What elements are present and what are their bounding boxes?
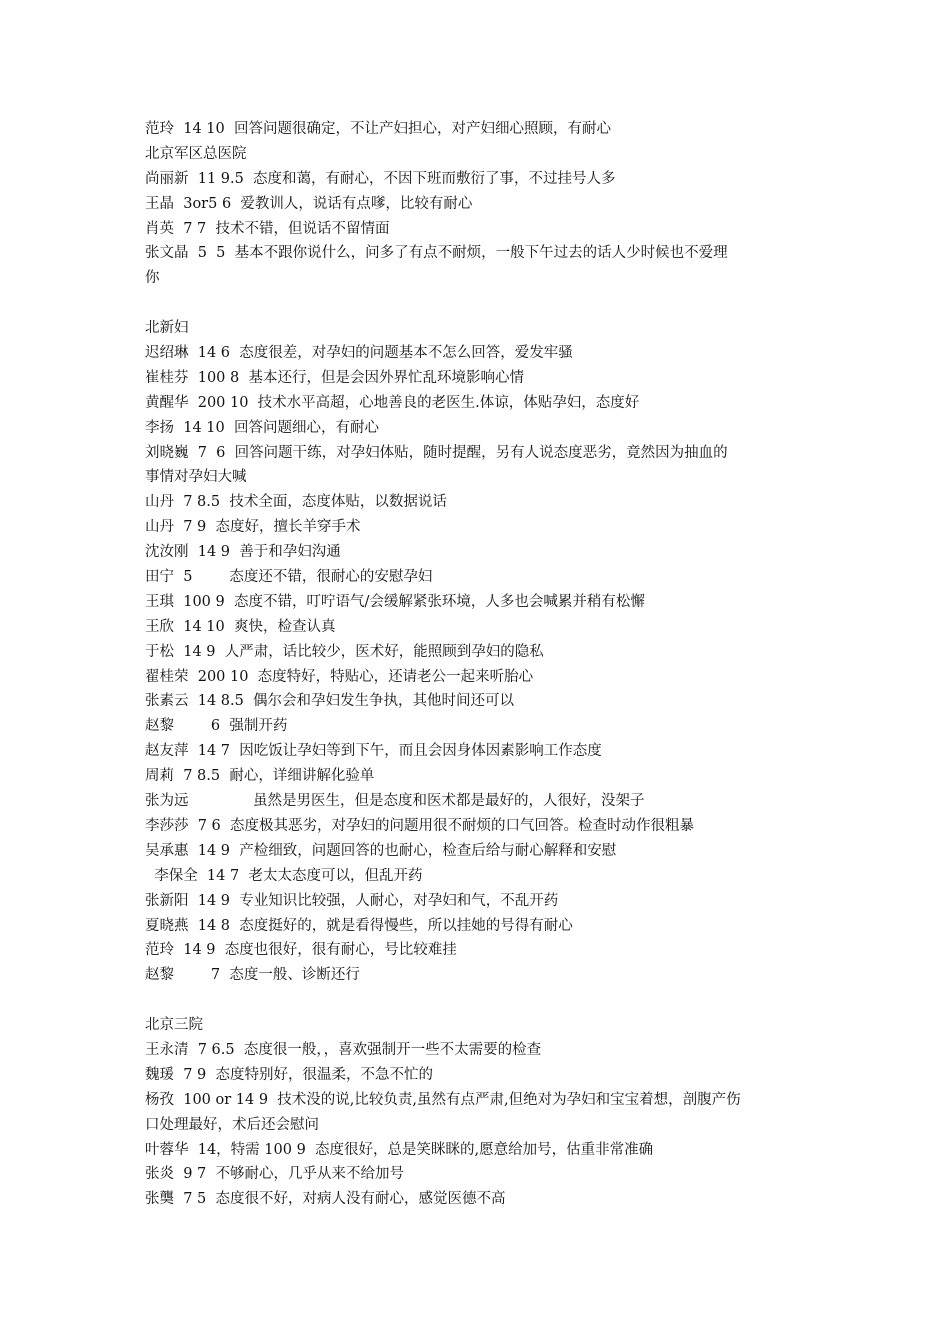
text-line: 李莎莎 7 6 态度极其恶劣，对孕妇的问题用很不耐烦的口气回答。检查时动作很粗暴 bbox=[145, 817, 694, 834]
text-line: 张文晶 5 5 基本不跟你说什么，问多了有点不耐烦，一般下午过去的话人少时候也不爱理 bbox=[145, 245, 728, 262]
text-line: 肖英 7 7 技术不错，但说话不留情面 bbox=[145, 220, 390, 237]
text-line: 你 bbox=[145, 270, 160, 287]
document-body bbox=[145, 117, 815, 1212]
text-line: 赵友萍 14 7 因吃饭让孕妇等到下午，而且会因身体因素影响工作态度 bbox=[145, 743, 602, 760]
text-line: 田宁 5 态度还不错，很耐心的安慰孕妇 bbox=[145, 569, 433, 586]
text-line: 崔桂芬 100 8 基本还行，但是会因外界忙乱环境影响心情 bbox=[145, 369, 524, 386]
text-line: 杨孜 100 or 14 9 技术没的说,比较负责,虽然有点严肃,但绝对为孕妇和宝宝着想，剖腹产伤 bbox=[145, 1091, 741, 1108]
text-line: 山丹 7 9 态度好，擅长羊穿手术 bbox=[145, 519, 361, 536]
text-line: 范玲 14 9 态度也很好，很有耐心，号比较难挂 bbox=[145, 942, 457, 959]
text-line: 沈汝刚 14 9 善于和孕妇沟通 bbox=[145, 544, 341, 561]
text-line: 范玲 14 10 回答问题很确定，不让产妇担心，对产妇细心照顾，有耐心 bbox=[145, 121, 611, 137]
text-line: 北新妇 bbox=[145, 320, 189, 337]
text-line: 于松 14 9 人严肃，话比较少，医术好，能照顾到孕妇的隐私 bbox=[145, 643, 544, 660]
text-line: 李扬 14 10 回答问题细心，有耐心 bbox=[145, 419, 379, 436]
section-block bbox=[145, 1013, 815, 1212]
text-line: 夏晓燕 14 8 态度挺好的，就是看得慢些，所以挂她的号得有耐心 bbox=[145, 917, 573, 934]
text-line: 张新阳 14 9 专业知识比较强，人耐心，对孕妇和气，不乱开药 bbox=[145, 892, 559, 909]
text-line: 叶蓉华 14，特需 100 9 态度很好，总是笑眯眯的,愿意给加号，估重非常准确 bbox=[145, 1141, 654, 1158]
text-line: 北京军区总医院 bbox=[145, 145, 247, 162]
text-line: 山丹 7 8.5 技术全面，态度体贴，以数据说话 bbox=[145, 494, 447, 511]
text-line: 魏瑗 7 9 态度特别好，很温柔，不急不忙的 bbox=[145, 1066, 433, 1083]
text-line: 事情对孕妇大喊 bbox=[145, 469, 247, 486]
section-gap bbox=[145, 291, 815, 316]
text-line: 北京三院 bbox=[145, 1017, 203, 1034]
text-line: 刘晓巍 7 6 回答问题干练，对孕妇体贴，随时提醒，另有人说态度恶劣，竟然因为抽血的 bbox=[145, 444, 728, 461]
text-line: 王晶 3or5 6 爱教训人，说话有点嗲，比较有耐心 bbox=[145, 195, 473, 212]
text-line: 张炎 9 7 不够耐心，几乎从来不给加号 bbox=[145, 1166, 404, 1183]
text-line: 迟绍琳 14 6 态度很差，对孕妇的问题基本不怎么回答，爱发牢骚 bbox=[145, 345, 573, 362]
text-line: 张为远 虽然是男医生，但是态度和医术都是最好的，人很好，没架子 bbox=[145, 793, 645, 810]
text-line: 赵黎 7 态度一般、诊断还行 bbox=[145, 967, 360, 984]
section-block bbox=[145, 316, 815, 988]
text-line: 张素云 14 8.5 偶尔会和孕妇发生争执，其他时间还可以 bbox=[145, 693, 515, 710]
text-line: 王欣 14 10 爽快，检查认真 bbox=[145, 618, 336, 635]
text-line: 口处理最好，术后还会慰问 bbox=[145, 1116, 319, 1133]
text-line: 黄醒华 200 10 技术水平高超，心地善良的老医生.体谅，体贴孕妇，态度好 bbox=[145, 394, 640, 411]
text-line: 赵黎 6 强制开药 bbox=[145, 718, 288, 735]
text-line: 翟桂荣 200 10 态度特好，特贴心，还请老公一起来听胎心 bbox=[145, 668, 534, 685]
text-line: 尚丽新 11 9.5 态度和蔼，有耐心，不因下班而敷衍了事，不过挂号人多 bbox=[145, 170, 616, 187]
text-line: 张龑 7 5 态度很不好，对病人没有耐心，感觉医德不高 bbox=[145, 1191, 506, 1208]
text-line: 吴承惠 14 9 产检细致，问题回答的也耐心，检查后给与耐心解释和安慰 bbox=[145, 842, 617, 859]
text-line: 周莉 7 8.5 耐心，详细讲解化验单 bbox=[145, 768, 375, 785]
section-gap bbox=[145, 988, 815, 1013]
text-line: 王琪 100 9 态度不错，叮咛语气/会缓解紧张环境，人多也会喊累并稍有松懈 bbox=[145, 593, 645, 610]
section-block bbox=[145, 117, 815, 291]
text-line: 李保全 14 7 老太太态度可以，但乱开药 bbox=[145, 867, 423, 884]
text-line: 王永清 7 6.5 态度很一般，，喜欢强制开一些不太需要的检查 bbox=[145, 1041, 542, 1058]
